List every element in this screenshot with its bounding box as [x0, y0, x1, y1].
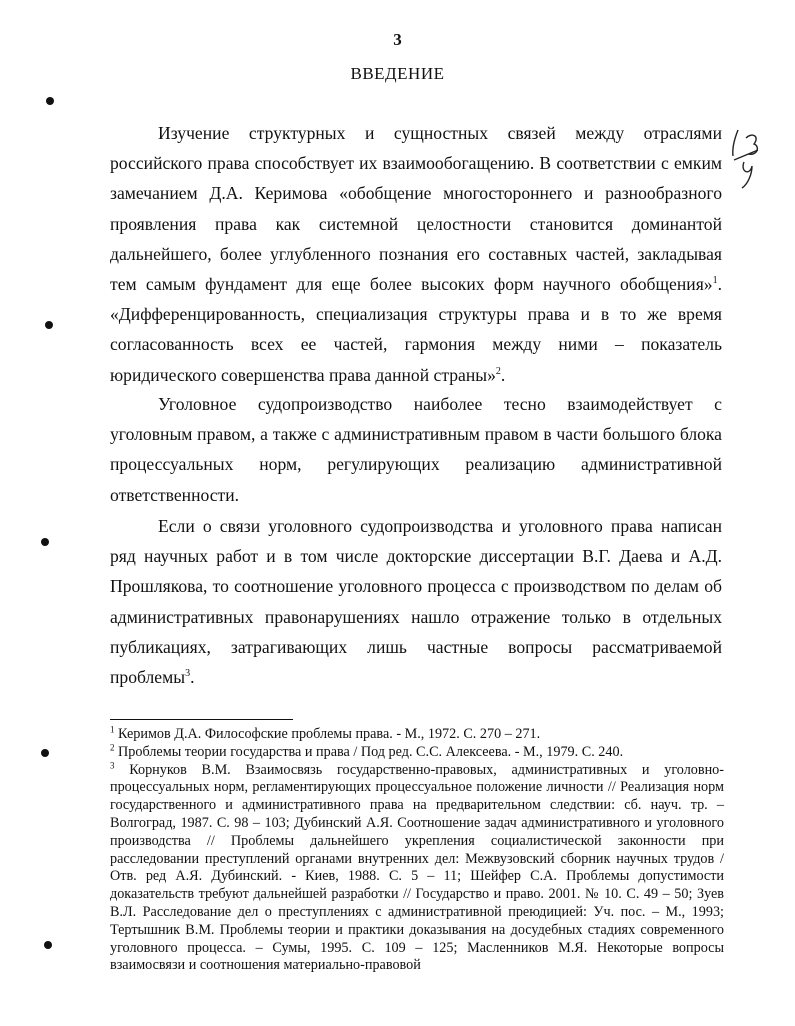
footnote-2-text: Проблемы теории государства и права / Под ред. С.С. Алексеева. - М., 1979. С. 240.: [114, 743, 624, 760]
footnotes: [110, 726, 724, 975]
punch-hole-dot-icon: [44, 941, 52, 949]
footnote-1: [110, 726, 724, 744]
paragraph-1-text: Изучение структурных и сущностных связей между отраслями российского права способствует их взаимообогащению. В соответствии с емким замечанием Д.А. Керимова «обобщение многостороннего и разнообразного проявления права как системной целостности становится доминантой дальнейшего, более углубленного познания его составных частей, закладывая тем самым фундамент для еще более высоких форм научного обобщения»: [110, 123, 722, 295]
footnote-ref-2: 2: [495, 365, 501, 377]
footnote-2: [110, 744, 724, 762]
footnote-2-number: 2: [110, 742, 115, 753]
footnote-ref-3: 3: [185, 668, 191, 680]
footnote-separator: [110, 719, 293, 720]
footnote-3: [110, 759, 724, 976]
footnote-ref-1: 1: [712, 275, 718, 287]
paragraph-2: Уголовное судопроизводство наиболее тесно взаимодействует с уголовным правом, а также с административным правом в части большого блока процессуальных норм, регулирующих реализацию административной ответственности.: [110, 394, 722, 505]
footnote-1-text: Керимов Д.А. Философские проблемы права. - М., 1972. С. 270 – 271.: [114, 726, 541, 742]
punch-hole-dot-icon: [46, 97, 54, 105]
punch-hole-dot-icon: [45, 321, 53, 329]
punch-hole-dot-icon: [41, 749, 49, 757]
footnote-3-text: Корнуков В.М. Взаимосвязь государственно-правовых, административных и уголовно-процессуальных норм, регламентирующих процессуальное положение личности // Реализация норм государственного и административного права на предварительном следствии: сб. науч. тр. – Волгоград, 1987. С. 98 – 103; Дубинский А.Я. Соотношение задач административного и уголовного производства // Проблемы дальнейшего укрепления социалистической законности при расследовании преступлений органами внутренних дел: Межвузовский сборник научных трудов / Отв. ред А.Я. Дубинский. - Киев, 1988. С. 5 – 11; Шейфер С.А. Проблемы допустимости доказательств требуют дальнейшей разработки // Государство и право. 2001. № 10. С. 49 – 50; Зуев В.Л. Расследование дел о преступлениях с административной преюдицией: Уч. пос. – М., 1993; Тертышник В.М. Проблемы теории и практики доказывания на досудебных стадиях современного уголовного процесса. – Сумы, 1995. С. 109 – 125; Масленников М.Я. Некоторые вопросы взаимосвязи и соотношения материально-правовой: [110, 761, 724, 974]
paragraph-1: [110, 118, 722, 390]
paragraph-1-text-continued: . «Дифференцированность, специализация структуры права и в то же время согласованность всех ее частей, гармония между ними – показатель юридического совершенства права данной страны»: [110, 274, 722, 385]
handwritten-margin-note-icon: [728, 126, 768, 192]
page-number: 3: [393, 30, 402, 49]
page-heading: ВВЕДЕНИЕ: [350, 64, 445, 83]
footnote-1-number: 1: [110, 724, 115, 735]
punch-hole-dot-icon: [41, 538, 49, 546]
paragraph-3-text: Если о связи уголовного судопроизводства и уголовного права написан ряд научных работ и в том числе докторские диссертации В.Г. Даева и А.Д. Прошлякова, то соотношение уголовного процесса с производством по делам об административных правонарушениях нашло отражение только в отдельных публикациях, затрагивающих лишь частные вопросы рассматриваемой проблемы: [110, 516, 722, 688]
footnote-3-number: 3: [110, 759, 115, 770]
paragraph-3-end: .: [190, 667, 195, 688]
paragraph-1-end: .: [500, 364, 506, 385]
paragraph-3: [110, 511, 722, 692]
